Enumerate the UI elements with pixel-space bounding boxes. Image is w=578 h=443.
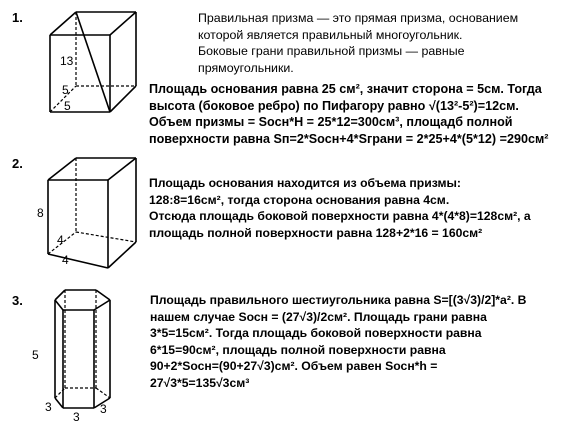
- solution-line: Площадь основания равна 25 см², значит сторона = 5см. Тогда: [149, 82, 542, 96]
- problem-number-2: 2.: [12, 156, 23, 171]
- base-side-label: 5: [64, 99, 71, 113]
- base-side-label: 5: [62, 83, 69, 97]
- base-side-label: 3: [73, 410, 80, 424]
- solution-line: 3*5=15см². Тогда площадь боковой поверхности равна: [150, 326, 482, 341]
- solution-line: Площадь правильного шестиугольника равна S=[(3√3)/2]*a². В: [150, 293, 527, 307]
- solution-line: 6*15=90см², площадь полной поверхности равна: [150, 342, 446, 357]
- solution-line: 27√3*5=135√3см³: [150, 375, 250, 390]
- problem-number-1: 1.: [12, 10, 23, 25]
- height-label: 8: [37, 206, 44, 220]
- diagonal-label: 13: [60, 54, 74, 68]
- definition-line: Правильная призма — это прямая призма, основанием: [198, 11, 519, 25]
- solution-line: поверхности равна Sп=2*Sосн+4*Sграни = 2*25+4*(5*12) =290см²: [149, 131, 549, 146]
- definition-line: Боковые грани правильной призмы — равные: [198, 44, 465, 59]
- solution-line: 90+2*Sосн=(90+27√3)см². Объем равен Sосн*h =: [150, 359, 438, 374]
- base-side-label: 4: [62, 253, 69, 267]
- base-side-label: 3: [45, 400, 52, 414]
- solution-line: высота (боковое ребро) по Пифагору равно √(13²-5²)=12см.: [149, 98, 519, 113]
- base-side-label: 4: [57, 233, 64, 247]
- solution-3: [150, 292, 526, 392]
- solution-line: площадь полной поверхности равна 128+2*16 = 160см²: [149, 225, 483, 240]
- definition-line: которой является правильный многоугольник.: [198, 27, 463, 42]
- height-label: 5: [32, 348, 39, 362]
- solution-line: Площадь основания находится из объема призмы:: [149, 176, 461, 190]
- solution-line: нашем случае Sосн = (27√3)/2см². Площадь грани равна: [150, 309, 487, 324]
- solution-line: Объем призмы = Sосн*H = 25*12=300см³, площадб полной: [149, 115, 513, 130]
- base-side-label: 3: [100, 402, 107, 416]
- solution-line: 128:8=16см², тогда сторона основания равна 4см.: [149, 192, 450, 207]
- definition-line: прямоугольники.: [198, 60, 294, 75]
- solution-line: Отсюда площадь боковой поверхности равна 4*(4*8)=128см², а: [149, 209, 531, 224]
- problem-number-3: 3.: [12, 293, 23, 308]
